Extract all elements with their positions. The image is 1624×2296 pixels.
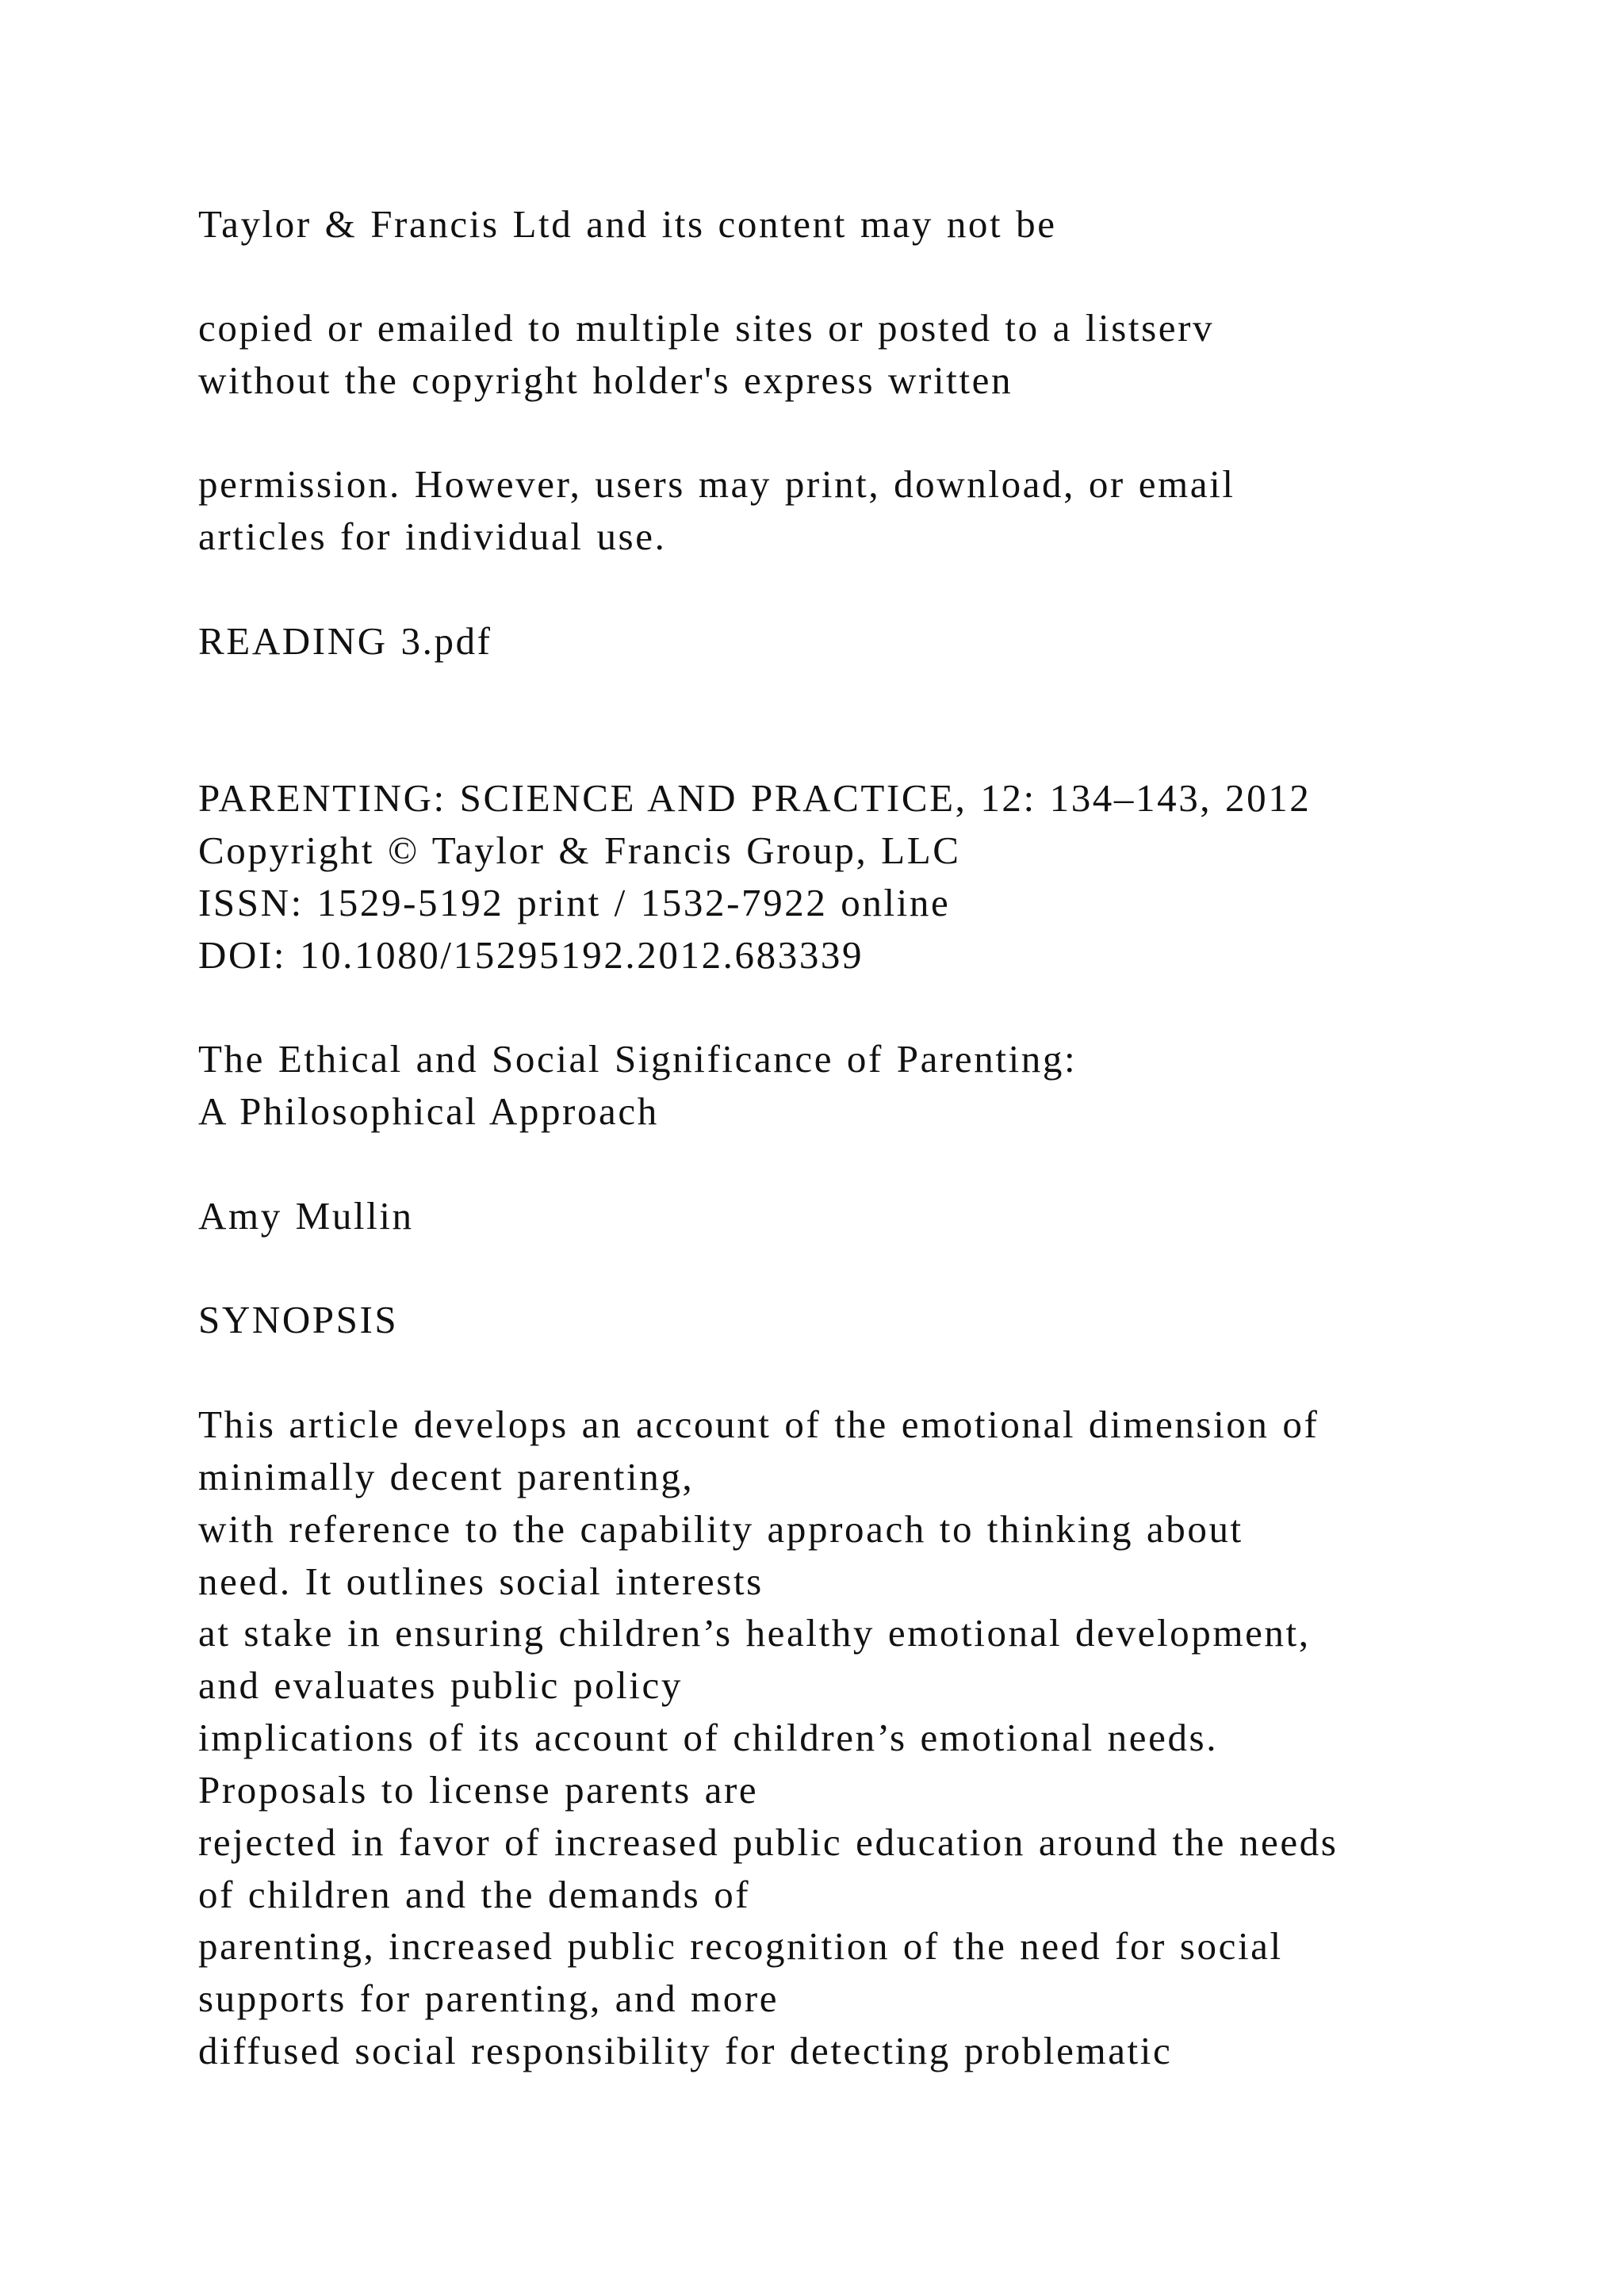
synopsis-line: at stake in ensuring children’s healthy emotional development, <box>198 1611 1311 1655</box>
synopsis-line: and evaluates public policy <box>198 1663 683 1707</box>
file-label: READING 3.pdf <box>198 619 492 663</box>
synopsis-line: rejected in favor of increased public education around the needs <box>198 1820 1339 1864</box>
synopsis-line: This article develops an account of the emotional dimension of <box>198 1402 1320 1446</box>
article-title-line-2: A Philosophical Approach <box>198 1089 659 1133</box>
synopsis-line: Proposals to license parents are <box>198 1768 759 1812</box>
synopsis-heading: SYNOPSIS <box>198 1298 399 1341</box>
synopsis-line: need. It outlines social interests <box>198 1559 764 1603</box>
copyright-notice-line-1: Taylor & Francis Ltd and its content may not be <box>198 202 1057 246</box>
journal-copyright: Copyright © Taylor & Francis Group, LLC <box>198 828 961 872</box>
synopsis-line: diffused social responsibility for detecting problematic <box>198 2029 1173 2072</box>
journal-issn: ISSN: 1529-5192 print / 1532-7922 online <box>198 881 951 924</box>
article-title-line-1: The Ethical and Social Significance of Parenting: <box>198 1037 1078 1081</box>
synopsis-line: implications of its account of children’s emotional needs. <box>198 1716 1219 1759</box>
synopsis-line: with reference to the capability approach to thinking about <box>198 1507 1243 1551</box>
copyright-notice-line-3: without the copyright holder's express written <box>198 358 1013 402</box>
copyright-notice-line-4: permission. However, users may print, download, or email <box>198 462 1235 506</box>
synopsis-line: minimally decent parenting, <box>198 1455 695 1498</box>
copyright-notice-line-5: articles for individual use. <box>198 515 667 558</box>
synopsis-line: parenting, increased public recognition of the need for social <box>198 1924 1283 1968</box>
journal-doi: DOI: 10.1080/15295192.2012.683339 <box>198 933 864 977</box>
journal-citation: PARENTING: SCIENCE AND PRACTICE, 12: 134–143, 2012 <box>198 776 1312 820</box>
synopsis-line: of children and the demands of <box>198 1873 751 1916</box>
article-author: Amy Mullin <box>198 1194 414 1238</box>
copyright-notice-line-2: copied or emailed to multiple sites or posted to a listserv <box>198 306 1215 350</box>
synopsis-line: supports for parenting, and more <box>198 1976 779 2020</box>
